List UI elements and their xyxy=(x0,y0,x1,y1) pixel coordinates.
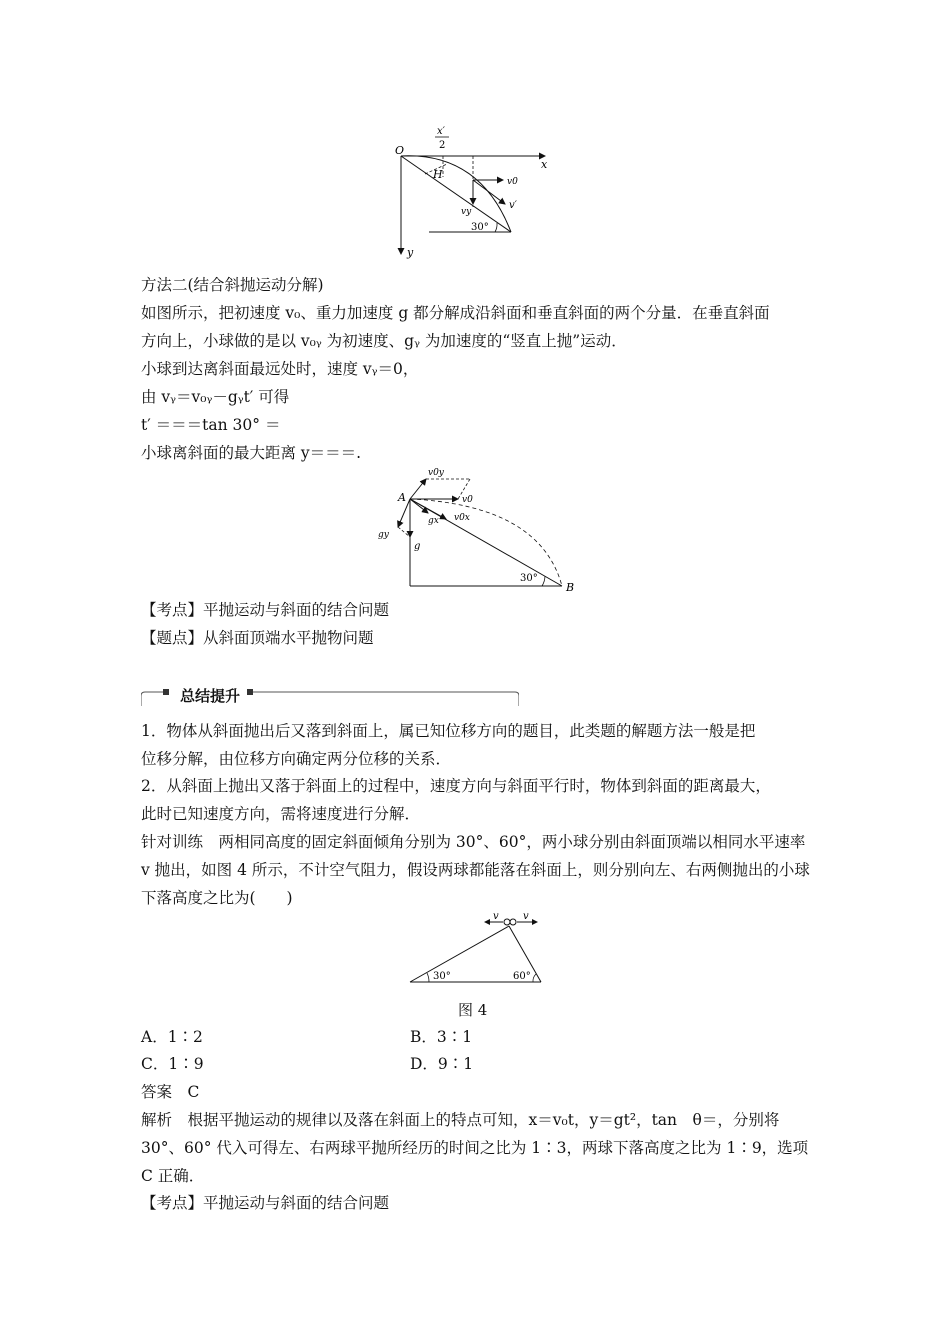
angle-30-label: 30° xyxy=(433,971,451,982)
method2-para5: 小球离斜面的最大距离 y＝＝＝. xyxy=(141,444,362,462)
b-label: B xyxy=(566,581,575,594)
answer: 答案 C xyxy=(141,1083,200,1101)
method2-para1a: 如图所示，把初速度 v₀、重力加速度 g 都分解成沿斜面和垂直斜面的两个分量．在垂直斜面 xyxy=(141,304,770,322)
practice-question: 针对训练 两相同高度的固定斜面倾角分别为 30°、60°，两小球分别由斜面顶端以相同水平速率 v 抛出，如图 4 所示，不计空气阻力，假设两球都能落在斜面上，则分别向左、右两侧抛出的小球下落高度之比为( ) xyxy=(141,833,810,907)
half-x-denominator: 2 xyxy=(439,140,446,151)
method2-para4: t′ ＝＝＝tan 30° ＝ xyxy=(141,416,281,434)
x-label: x xyxy=(541,158,548,171)
figure-4-caption: 图 4 xyxy=(458,1001,488,1019)
angle-60-label: 60° xyxy=(513,971,531,982)
method2-title: 方法二(结合斜抛运动分解) xyxy=(141,276,324,294)
y-label: y xyxy=(407,246,414,259)
summary-2a: 2．从斜面上抛出又落于斜面上的过程中，速度方向与斜面平行时，物体到斜面的距离最大， xyxy=(141,777,771,795)
half-x-numerator: x′ xyxy=(437,126,445,137)
gy-label: gy xyxy=(378,530,389,540)
option-c: C．1∶9 xyxy=(141,1055,204,1073)
analysis: 解析 根据平抛运动的规律以及落在斜面上的特点可知，x＝v₀t，y＝gt²，tan θ＝，分别将 30°、60° 代入可得左、右两球平抛所经历的时间之比为 1∶3，两球下落高度之比为 1∶9，选项 C 正确． xyxy=(141,1111,809,1185)
vy-label: vy xyxy=(461,207,472,217)
option-a: A．1∶2 xyxy=(141,1028,203,1046)
method2-para2: 小球到达离斜面最远处时，速度 vᵧ＝0， xyxy=(141,360,419,378)
left-incline xyxy=(410,926,509,982)
gx-label: gx xyxy=(428,516,439,526)
v0-label: v0 xyxy=(507,177,518,187)
incline-line xyxy=(401,156,511,232)
option-d: D．9∶1 xyxy=(410,1055,474,1073)
method2-para3: 由 vᵧ＝v₀ᵧ－gᵧt′ 可得 xyxy=(141,388,290,406)
summary-1a: 1．物体从斜面抛出后又落到斜面上，属已知位移方向的题目，此类题的解题方法一般是把 xyxy=(141,722,756,740)
angle-label: 30° xyxy=(471,222,489,233)
figure-4-inclines xyxy=(405,912,545,988)
method2-para1b: 方向上，小球做的是以 v₀ᵧ 为初速度、gᵧ 为加速度的“竖直上抛”运动． xyxy=(141,332,627,350)
v-right-label: v xyxy=(523,912,529,922)
v0x-label: v0x xyxy=(454,513,470,523)
a-label: A xyxy=(398,491,406,504)
v-left-label: v xyxy=(493,912,499,922)
g-label: g xyxy=(414,541,421,552)
summary-2b: 此时已知速度方向，需将速度进行分解． xyxy=(141,805,421,823)
figure-decomposition xyxy=(370,465,585,595)
origin-label: O xyxy=(395,144,405,157)
angle-label: 30° xyxy=(520,573,538,584)
summary-title: 总结提升 xyxy=(174,685,246,706)
summary-1b: 位移分解，由位移方向确定两分位移的关系． xyxy=(141,750,452,768)
summary-header xyxy=(141,686,519,712)
vprime-label: v′ xyxy=(509,200,517,211)
kaodian-tag-2: 【考点】平抛运动与斜面的结合问题 xyxy=(141,1194,390,1212)
v0y-label: v0y xyxy=(428,468,444,478)
tidian-tag: 【题点】从斜面顶端水平抛物问题 xyxy=(141,629,374,647)
v0y-arrow xyxy=(410,479,426,499)
v0-label: v0 xyxy=(462,495,473,505)
left-ball xyxy=(504,919,510,925)
gx-arrow xyxy=(410,499,428,513)
kaodian-tag-1: 【考点】平抛运动与斜面的结合问题 xyxy=(141,601,390,619)
h-label: H xyxy=(433,168,443,181)
vprime-arrow xyxy=(473,180,505,204)
right-ball xyxy=(510,919,516,925)
option-b: B．3∶1 xyxy=(410,1028,473,1046)
figure-trajectory-axes xyxy=(385,122,560,262)
